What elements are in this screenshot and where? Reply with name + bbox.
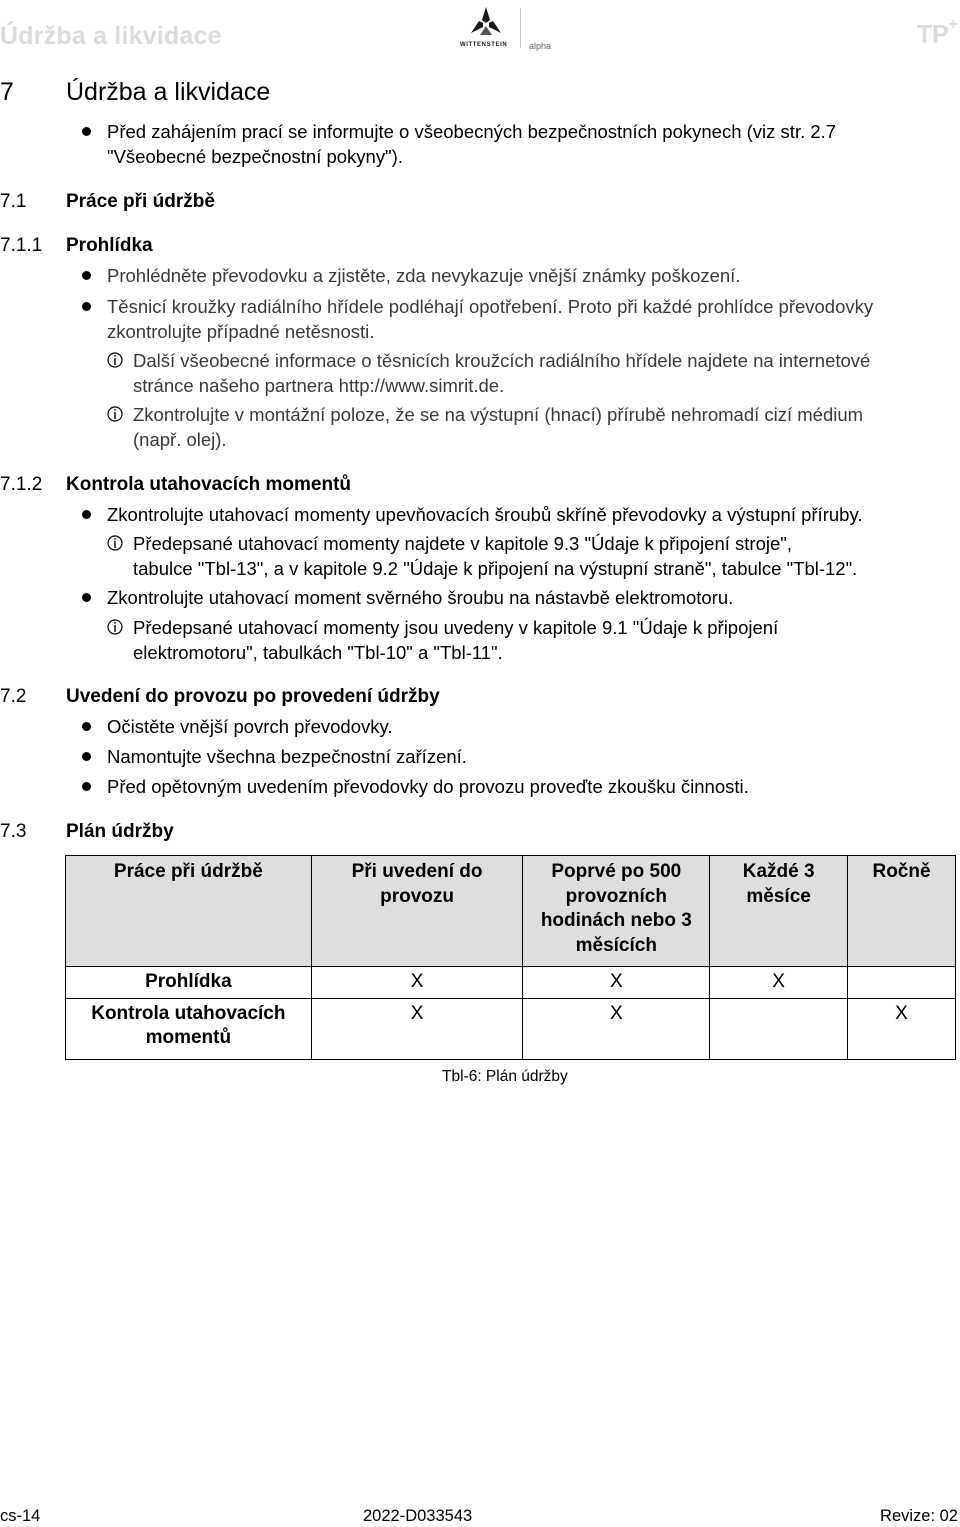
section-title: Prohlídka <box>66 235 153 256</box>
product-label <box>916 16 958 49</box>
torque-bullet-2: Zkontrolujte utahovací moment svěrného šroubu na nástavbě elektromotoru. <box>107 587 734 608</box>
maintenance-plan-table <box>65 855 956 1060</box>
table-header-cell: Práce při údržbě <box>66 856 312 967</box>
brand-sub: alpha <box>529 41 552 51</box>
table-cell: X <box>523 967 710 999</box>
torque-bullet-1: Zkontrolujte utahovací momenty upevňovacích šroubů skříně převodovky a výstupní příruby. <box>107 504 863 525</box>
chapter-title: Údržba a likvidace <box>66 78 271 106</box>
intro-paragraph <box>107 119 836 169</box>
startup-bullet-3: Před opětovným uvedením převodovky do provozu proveďte zkoušku činnosti. <box>107 776 749 797</box>
inspection-info-1 <box>133 348 870 398</box>
bullet-icon <box>82 722 91 731</box>
footer-page-number: cs-14 <box>0 1507 41 1525</box>
text-line: Předepsané utahovací momenty jsou uvedeny v kapitole 9.1 "Údaje k připojení <box>133 617 779 638</box>
text-line: Těsnicí kroužky radiálního hřídele podléhají opotřebení. Proto při každé prohlídce převodovky <box>107 296 874 317</box>
table-header-row <box>66 856 956 967</box>
startup-bullet-2: Namontujte všechna bezpečnostní zařízení. <box>107 746 467 767</box>
text-line: tabulce "Tbl-13", a v kapitole 9.2 "Údaje k připojení na výstupní straně", tabulce "Tbl-12". <box>133 558 858 579</box>
section-title: Práce při údržbě <box>66 191 215 212</box>
running-header-title: Údržba a likvidace <box>0 22 222 50</box>
bullet-icon <box>82 127 91 136</box>
info-icon <box>107 406 123 422</box>
section-number: 7.3 <box>0 821 27 842</box>
table-cell: X <box>311 998 523 1059</box>
chapter-number: 7 <box>0 78 14 106</box>
bullet-icon <box>82 271 91 280</box>
footer-revision: Revize: 02 <box>880 1507 958 1525</box>
table-header-cell: Ročně <box>848 856 956 967</box>
footer-document-id: 2022-D033543 <box>363 1507 473 1525</box>
info-icon <box>107 535 123 551</box>
text-line: elektromotoru", tabulkách "Tbl-10" a "Tbl-11". <box>133 642 503 663</box>
section-number: 7.1 <box>0 191 27 212</box>
table-cell: X <box>848 998 956 1059</box>
table-cell: X <box>311 967 523 999</box>
table-cell <box>848 967 956 999</box>
logo-separator <box>520 8 521 48</box>
product-sup: + <box>948 16 958 33</box>
intro-line-2: "Všeobecné bezpečnostní pokyny"). <box>107 146 403 167</box>
table-header-cell: Poprvé po 500 provozních hodinách nebo 3 měsících <box>523 856 710 967</box>
table-cell: Kontrola utahovacích momentů <box>66 998 312 1059</box>
info-icon <box>107 352 123 368</box>
torque-info-2 <box>133 615 778 665</box>
intro-line-1: Před zahájením prací se informujte o všeobecných bezpečnostních pokynech (viz str. 2.7 <box>107 121 837 142</box>
table-cell <box>710 998 848 1059</box>
inspection-bullet-2 <box>107 294 873 344</box>
text-line: zkontrolujte případné netěsnosti. <box>107 321 375 342</box>
section-title: Uvedení do provozu po provedení údržby <box>66 686 440 707</box>
inspection-bullet-1: Prohlédněte převodovku a zjistěte, zda nevykazuje vnější známky poškození. <box>107 265 741 286</box>
table-caption: Tbl-6: Plán údržby <box>442 1068 568 1085</box>
table-cell: X <box>710 967 848 999</box>
text-line: Zkontrolujte v montážní poloze, že se na výstupní (hnací) přírubě nehromadí cizí médium <box>133 404 864 425</box>
startup-bullet-1: Očistěte vnější povrch převodovky. <box>107 716 393 737</box>
text-line: Předepsané utahovací momenty najdete v kapitole 9.3 "Údaje k připojení stroje", <box>133 533 792 554</box>
section-number: 7.2 <box>0 686 27 707</box>
product-name: TP <box>916 20 949 49</box>
table-header-cell: Každé 3 měsíce <box>710 856 848 967</box>
text-line: (např. olej). <box>133 429 227 450</box>
text-line: Další všeobecné informace o těsnicích kroužcích radiálního hřídele najdete na internetové <box>133 350 871 371</box>
table-cell: X <box>523 998 710 1059</box>
text-line: stránce našeho partnera http://www.simrit.de. <box>133 375 505 396</box>
table-header-cell: Při uvedení do provozu <box>311 856 523 967</box>
section-title: Kontrola utahovacích momentů <box>66 474 352 495</box>
bullet-icon <box>82 782 91 791</box>
table-row <box>66 998 956 1059</box>
torque-info-1 <box>133 531 857 581</box>
section-number: 7.1.2 <box>0 474 43 495</box>
bullet-icon <box>82 593 91 602</box>
info-icon <box>107 619 123 635</box>
section-title: Plán údržby <box>66 821 174 842</box>
brand-word: WITTENSTEIN <box>460 42 508 48</box>
bullet-icon <box>82 302 91 311</box>
table-cell: Prohlídka <box>66 967 312 999</box>
section-number: 7.1.1 <box>0 235 43 256</box>
table-row <box>66 967 956 999</box>
inspection-info-2 <box>133 402 863 452</box>
bullet-icon <box>82 510 91 519</box>
bullet-icon <box>82 752 91 761</box>
